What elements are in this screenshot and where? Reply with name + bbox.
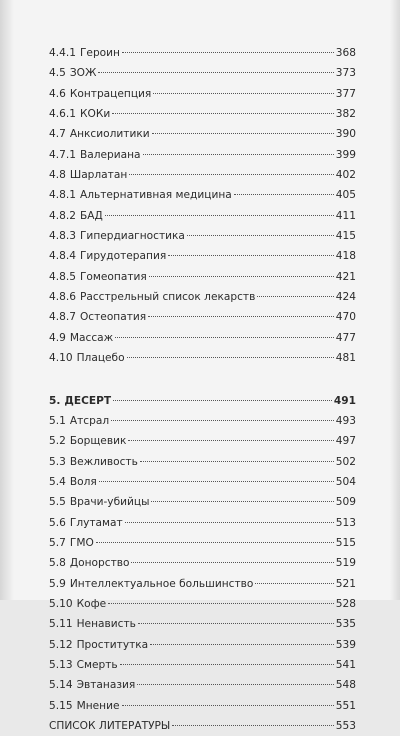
toc-entry-title: Вежливость: [69, 455, 138, 468]
toc-entry-row: [49, 165, 356, 185]
toc-entry-page: 382: [335, 108, 356, 121]
toc-entry-number: 5.3: [49, 455, 66, 468]
toc-dot-leader: [96, 542, 334, 543]
toc-entry-row: [49, 594, 356, 614]
toc-entry-page: 424: [335, 291, 356, 304]
toc-entry-row: [49, 675, 356, 695]
toc-entry-number: 5.9: [49, 577, 66, 590]
toc-entry-title: БАД: [79, 209, 103, 222]
toc-dot-leader: [187, 235, 334, 236]
toc-entry-title: Альтернативная медицина: [79, 189, 232, 202]
toc-entry-page: 402: [335, 169, 356, 182]
toc-entry-page: 390: [335, 128, 356, 141]
toc-entry-row: [49, 472, 356, 492]
toc-entry-row: [49, 104, 356, 124]
toc-dot-leader: [125, 522, 334, 523]
toc-entry-page: 502: [335, 455, 356, 468]
toc-entry-row: [49, 513, 356, 533]
toc-entry-row: [49, 226, 356, 246]
toc-entry-page: 513: [335, 516, 356, 529]
toc-entry-row: [49, 63, 356, 83]
toc-entry-number: 4.7: [49, 128, 66, 141]
toc-entry-number: 5.10: [49, 597, 73, 610]
toc-entry-page: 548: [335, 679, 356, 692]
toc-entry-page: 421: [335, 270, 356, 283]
toc-entry-row: [49, 431, 356, 451]
toc-entry-row: [49, 553, 356, 573]
toc-dot-leader: [140, 461, 334, 462]
toc-dot-leader: [98, 72, 333, 73]
toc-entry-row: [49, 287, 356, 307]
toc-entry-page: 553: [335, 720, 356, 732]
toc-entry-row: [49, 452, 356, 472]
toc-entry-number: 4.6: [49, 87, 66, 100]
toc-entry-row: [49, 43, 356, 63]
toc-chapter-row: [49, 391, 356, 411]
toc-entry-row: [49, 696, 356, 716]
toc-entry-title: Анксиолитики: [69, 128, 150, 141]
toc-entry-number: 5.14: [49, 679, 73, 692]
toc-entry-number: 4.10: [49, 352, 73, 365]
toc-entry-row: [49, 348, 356, 368]
toc-entry-number: 4.4.1: [49, 47, 76, 59]
toc-entry-number: 5.2: [49, 435, 66, 448]
toc-entry-row: [49, 246, 356, 266]
toc-dot-leader: [122, 705, 334, 706]
toc-dot-leader: [151, 501, 333, 502]
toc-dot-leader: [120, 664, 334, 665]
toc-entry-title: Шарлатан: [69, 169, 128, 182]
toc-entry-page: 535: [335, 618, 356, 631]
toc-entry-title: ЗОЖ: [69, 67, 97, 80]
toc-dot-leader: [138, 623, 334, 624]
toc-entry-page: 519: [335, 557, 356, 570]
toc-entry-page: 368: [335, 47, 356, 59]
toc-entry-title: Мнение: [76, 699, 120, 712]
toc-entry-title: Массаж: [69, 331, 114, 344]
toc-entry-title: ГМО: [69, 536, 94, 549]
toc-dot-leader: [153, 93, 333, 94]
toc-entry-page: 541: [335, 658, 356, 671]
toc-entry-title: Интеллектуальное большинство: [69, 577, 254, 590]
toc-entry-title: Смерть: [76, 658, 118, 671]
toc-entry-title: Гомеопатия: [79, 270, 147, 283]
toc-entry-page: 405: [335, 189, 356, 202]
toc-entry-page: 418: [335, 250, 356, 263]
toc-entry-row: [49, 145, 356, 165]
toc-entry-number: 5.15: [49, 699, 73, 712]
toc-entry-page: 539: [335, 638, 356, 651]
page-gutter-shadow: [0, 0, 14, 600]
toc-dot-leader: [168, 255, 334, 256]
toc-entry-row: [49, 328, 356, 348]
toc-dot-leader: [127, 357, 334, 358]
toc-entry-number: 5.11: [49, 618, 73, 631]
toc-entry-row: [49, 614, 356, 634]
toc-dot-leader: [150, 644, 334, 645]
toc-entry-number: 4.8.3: [49, 230, 76, 243]
toc-entry-page: 497: [335, 435, 356, 448]
toc-dot-leader: [143, 154, 334, 155]
toc-entry-page: 411: [335, 209, 356, 222]
toc-entry-page: 491: [333, 394, 356, 407]
toc-entry-row: [49, 206, 356, 226]
toc-section-4-entries: [49, 43, 356, 369]
toc-entry-page: 481: [335, 352, 356, 365]
toc-entry-title: Борщевик: [69, 435, 127, 448]
toc-entry-number: 5.13: [49, 658, 73, 671]
toc-entry-title: Расстрельный список лекарств: [79, 291, 256, 304]
toc-entry-row: [49, 411, 356, 431]
toc-dot-leader: [148, 316, 334, 317]
toc-entry-title: Валериана: [79, 148, 141, 161]
toc-bibliography-row: [49, 716, 356, 736]
toc-entry-title: Остеопатия: [79, 311, 147, 324]
toc-entry-number: 5.6: [49, 516, 66, 529]
toc-entry-row: [49, 635, 356, 655]
toc-entry-title: Глутамат: [69, 516, 123, 529]
section-spacer: [49, 369, 356, 391]
toc-dot-leader: [255, 583, 333, 584]
toc-dot-leader: [129, 174, 334, 175]
toc-entry-title: Донорство: [69, 557, 130, 570]
toc-entry-page: 515: [335, 536, 356, 549]
page-edge-shadow: [390, 0, 400, 600]
toc-entry-number: 5.: [49, 394, 61, 407]
toc-dot-leader: [137, 684, 334, 685]
table-of-contents: [49, 43, 356, 736]
toc-section-5-entries: [49, 411, 356, 716]
toc-entry-title: СПИСОК ЛИТЕРАТУРЫ: [49, 720, 171, 732]
toc-entry-page: 504: [335, 475, 356, 488]
toc-entry-title: Ненависть: [76, 618, 136, 631]
toc-entry-page: 415: [335, 230, 356, 243]
toc-entry-row: [49, 124, 356, 144]
toc-dot-leader: [152, 133, 334, 134]
toc-entry-number: 4.9: [49, 331, 66, 344]
toc-dot-leader: [111, 420, 334, 421]
toc-entry-page: 509: [335, 496, 356, 509]
toc-entry-title: Врачи-убийцы: [69, 496, 150, 509]
toc-entry-page: 528: [335, 597, 356, 610]
toc-entry-title: Кофе: [76, 597, 107, 610]
toc-entry-title: Проститутка: [76, 638, 149, 651]
toc-entry-number: 4.6.1: [49, 108, 76, 121]
toc-dot-leader: [128, 440, 333, 441]
toc-entry-page: 477: [335, 331, 356, 344]
toc-dot-leader: [149, 276, 334, 277]
toc-dot-leader: [172, 725, 334, 726]
toc-entry-page: 377: [335, 87, 356, 100]
toc-entry-row: [49, 267, 356, 287]
toc-entry-page: 373: [335, 67, 356, 80]
toc-entry-row: [49, 307, 356, 327]
toc-entry-number: 5.1: [49, 414, 66, 427]
toc-entry-page: 493: [335, 414, 356, 427]
toc-entry-title: Атсрал: [69, 414, 110, 427]
toc-entry-row: [49, 533, 356, 553]
toc-entry-title: ДЕСЕРТ: [64, 394, 112, 407]
toc-entry-number: 4.7.1: [49, 148, 76, 161]
toc-dot-leader: [105, 215, 334, 216]
toc-entry-row: [49, 185, 356, 205]
toc-entry-title: Гипердиагностика: [79, 230, 185, 243]
toc-entry-number: 4.8.2: [49, 209, 76, 222]
toc-entry-number: 4.8.4: [49, 250, 76, 263]
toc-entry-number: 5.8: [49, 557, 66, 570]
toc-entry-page: 399: [335, 148, 356, 161]
toc-entry-page: 521: [335, 577, 356, 590]
toc-dot-leader: [112, 113, 334, 114]
toc-entry-page: 470: [335, 311, 356, 324]
toc-dot-leader: [234, 194, 334, 195]
toc-entry-title: Гирудотерапия: [79, 250, 167, 263]
toc-dot-leader: [115, 337, 334, 338]
toc-entry-title: КОКи: [79, 108, 111, 121]
toc-dot-leader: [257, 296, 333, 297]
toc-entry-number: 5.12: [49, 638, 73, 651]
toc-entry-title: Контрацепция: [69, 87, 152, 100]
toc-dot-leader: [122, 52, 334, 53]
toc-entry-row: [49, 574, 356, 594]
toc-dot-leader: [113, 400, 332, 401]
toc-entry-page: 551: [335, 699, 356, 712]
toc-entry-number: 4.8.1: [49, 189, 76, 202]
toc-entry-number: 4.8.7: [49, 311, 76, 324]
toc-entry-number: 4.5: [49, 67, 66, 80]
toc-entry-number: 4.8: [49, 169, 66, 182]
toc-entry-number: 5.4: [49, 475, 66, 488]
toc-entry-number: 4.8.5: [49, 270, 76, 283]
toc-dot-leader: [99, 481, 334, 482]
toc-entry-number: 5.5: [49, 496, 66, 509]
toc-entry-row: [49, 655, 356, 675]
toc-entry-row: [49, 84, 356, 104]
toc-entry-title: Эвтаназия: [76, 679, 136, 692]
toc-entry-number: 5.7: [49, 536, 66, 549]
toc-entry-title: Героин: [79, 47, 120, 59]
toc-dot-leader: [131, 562, 333, 563]
toc-entry-title: Плацебо: [76, 352, 125, 365]
toc-dot-leader: [108, 603, 334, 604]
toc-entry-row: [49, 492, 356, 512]
toc-entry-number: 4.8.6: [49, 291, 76, 304]
toc-entry-title: Воля: [69, 475, 97, 488]
